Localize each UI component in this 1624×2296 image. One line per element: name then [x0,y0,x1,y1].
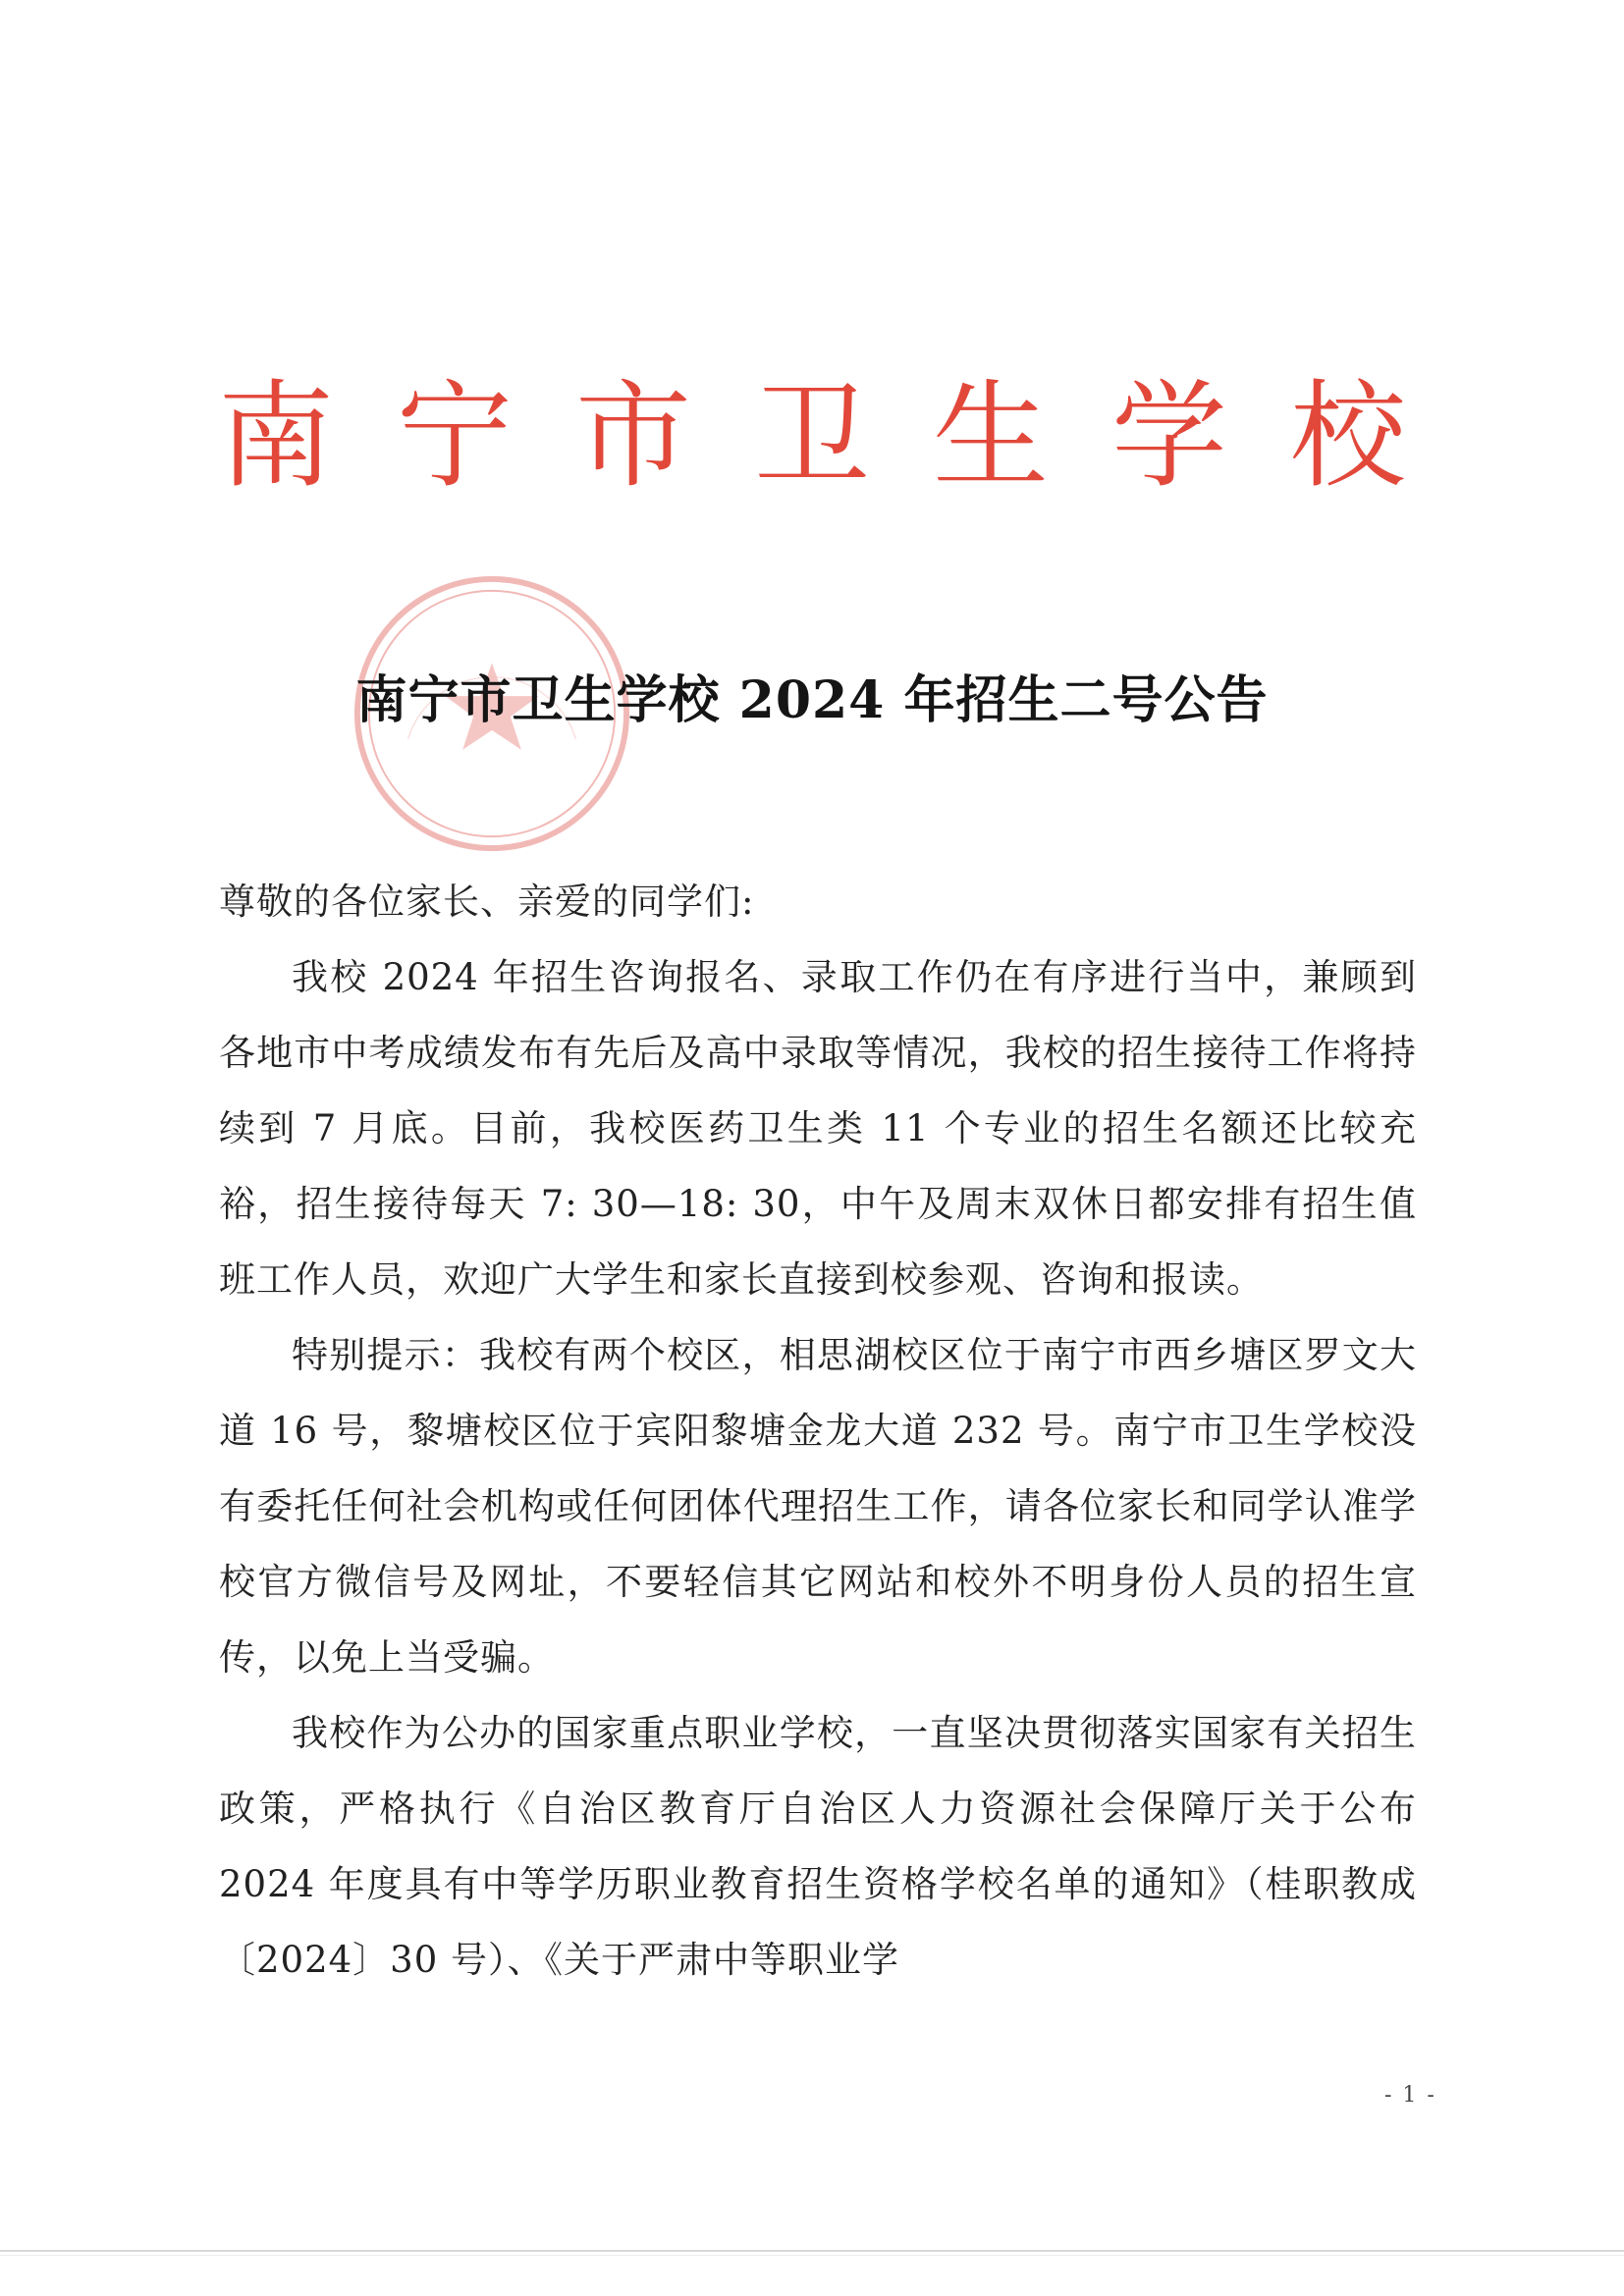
page-number: - 1 - [1384,2083,1436,2108]
letterhead: 南宁市卫生学校 [217,368,1469,504]
notice-content [219,864,1417,1998]
paragraph-2: 特别提示：我校有两个校区，相思湖校区位于南宁市西乡塘区罗文大道 16 号，黎塘校区位于宾阳黎塘金龙大道 232 号。南宁市卫生学校没有委托任何社会机构或任何团体代理招生工作，请各位家长和同学认准学校官方微信号及网址，不要轻信其它网站和校外不明身份人员的招生宣传，以免上当受骗。 [219,1334,1417,1679]
footer-divider-secondary [0,2255,1624,2256]
notice-title: 南宁市卫生学校 2024 年招生二号公告 [355,670,1269,730]
salutation: 尊敬的各位家长、亲爱的同学们: [219,881,755,923]
paragraph-1: 我校 2024 年招生咨询报名、录取工作仍在有序进行当中，兼顾到各地市中考成绩发布有先后及高中录取等情况，我校的招生接待工作将持续到 7 月底。目前，我校医药卫生类 11 个专业的招生名额还比较充裕，招生接待每天 7: 30—18: 30，中午及周末双休日都安排有招生值班工作人员，欢迎广大学生和家长直接到校参观、咨询和报读。 [219,956,1417,1301]
footer-divider [0,2250,1624,2252]
paragraph-3: 我校作为公办的国家重点职业学校，一直坚决贯彻落实国家有关招生政策，严格执行《自治区教育厅自治区人力资源社会保障厅关于公布 2024 年度具有中等学历职业教育招生资格学校名单的通知》（桂职教成〔2024〕30 号）、《关于严肃中等职业学 [219,1712,1417,1981]
